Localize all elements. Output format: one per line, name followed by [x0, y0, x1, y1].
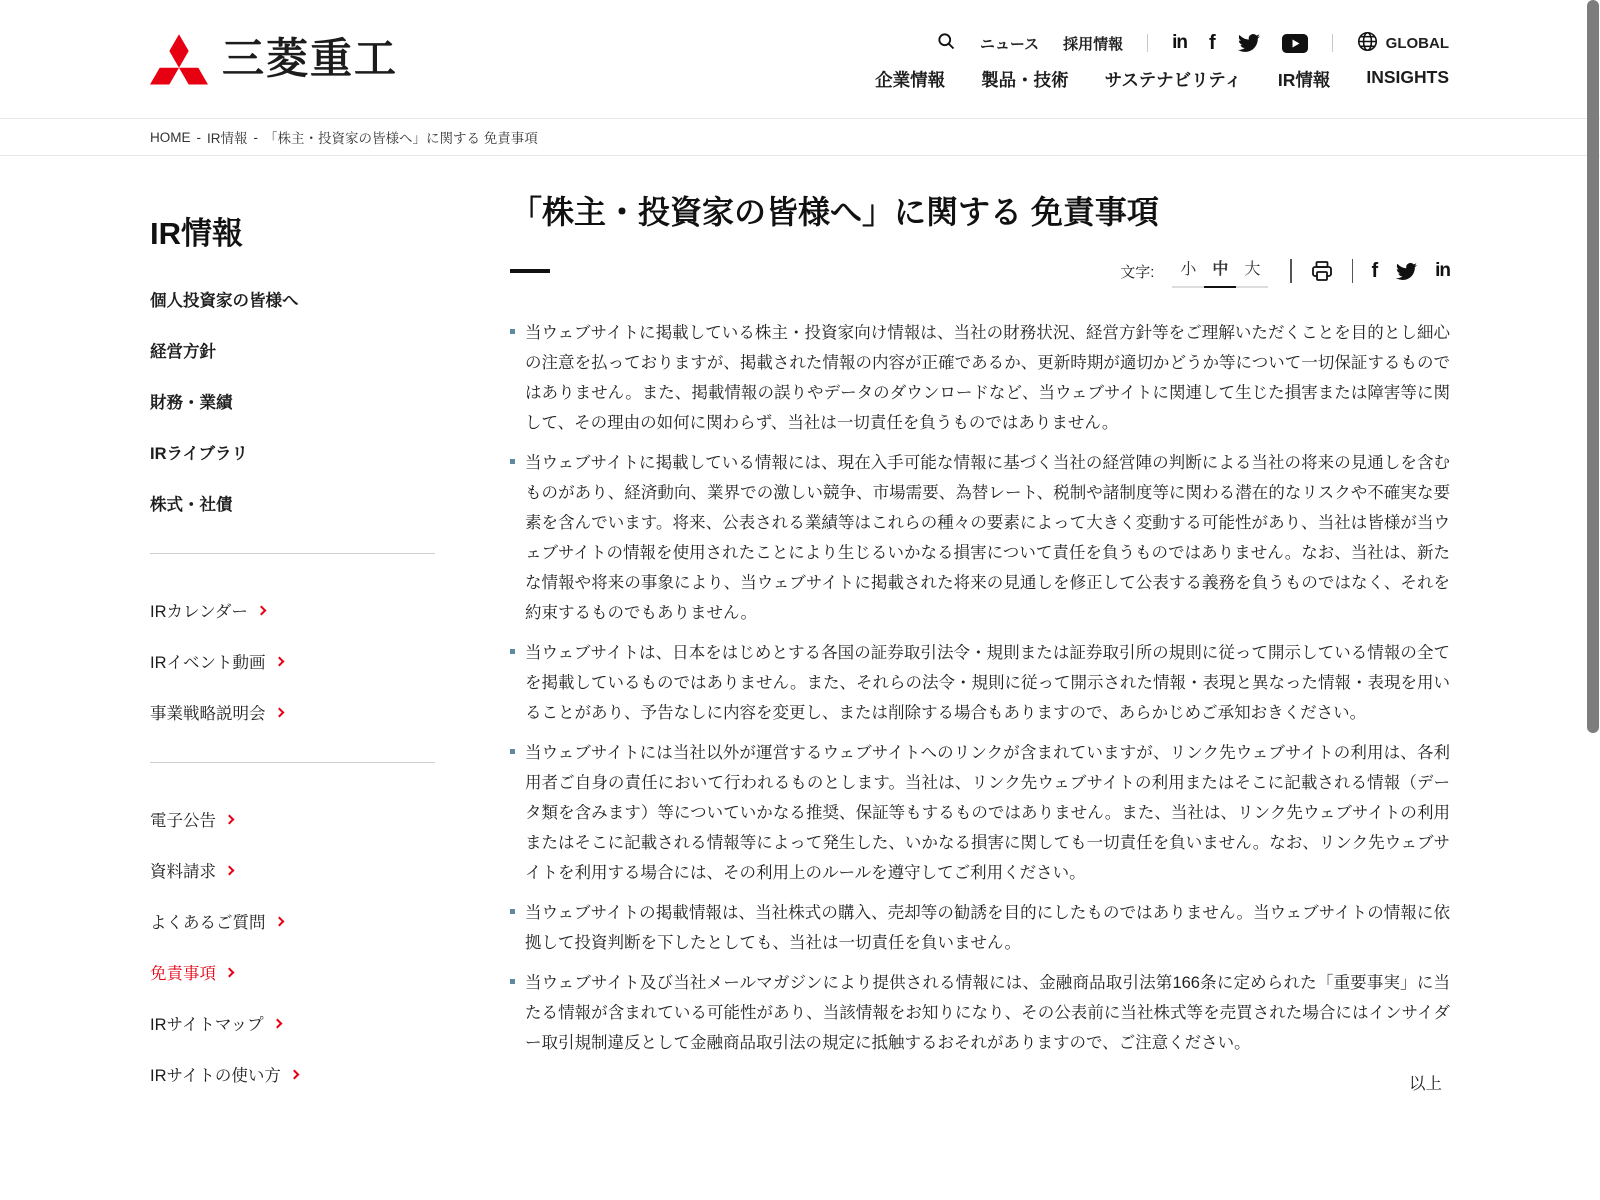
disclaimer-text: 当ウェブサイトに掲載している情報には、現在入手可能な情報に基づく当社の経営陣の判断による当社の将来の見通しを含むものがあり、経済動向、業界での激しい競争、市場需要、為替レート、税制や諸制度等に関わる潜在的なリスクや不確実な要素を含んでいます。将来、公表される業績等はこれらの種々の要素によって大きく変動する可能性があり、当社は皆様が当ウェブサイトの情報を使用されたことにより生じるいかなる損害について責任を負うものではありません。なお、当社は、新たな情報や将来の事象により、当ウェブサイトに掲載された将来の見通しを修正して公表する義務を負うものではなく、それを約束するものでもありません。: [525, 454, 1450, 622]
logo-text: 三菱重工: [222, 35, 399, 82]
header-right: [875, 27, 1449, 92]
company-logo[interactable]: [150, 34, 398, 85]
nav-news[interactable]: ニュース: [979, 35, 1040, 53]
sidebar-group-events: [150, 598, 435, 724]
font-size-medium[interactable]: 中: [1204, 254, 1236, 288]
font-size-large[interactable]: 大: [1236, 254, 1268, 288]
nav-products[interactable]: 製品・技術: [981, 69, 1069, 90]
sidebar-item-disclaimer[interactable]: [150, 960, 435, 984]
bullet-icon: [510, 909, 515, 914]
sidebar-item-financials[interactable]: [150, 389, 435, 413]
globe-icon: [1357, 31, 1378, 56]
disclaimer-item: [510, 968, 1450, 1058]
breadcrumb-current: 「株主・投資家の皆様へ」に関する 免責事項: [264, 131, 538, 146]
sidebar-item-individual-investors[interactable]: [150, 287, 435, 311]
sidebar-item-ir-library[interactable]: [150, 440, 435, 464]
sidebar-divider: [150, 553, 435, 554]
breadcrumb-home[interactable]: HOME: [150, 129, 191, 145]
breadcrumb-separator: -: [196, 129, 201, 145]
font-size-small[interactable]: 小: [1172, 254, 1204, 288]
sidebar-item-label: 財務・業績: [150, 394, 233, 412]
scrollbar-thumb[interactable]: [1587, 0, 1599, 733]
sidebar-item-ir-event-videos[interactable]: [150, 649, 435, 673]
sidebar-item-strategy-briefing[interactable]: [150, 700, 435, 724]
ir-sidebar: [150, 156, 435, 1113]
divider: [1332, 34, 1333, 52]
sidebar-item-stock-bonds[interactable]: [150, 491, 435, 515]
disclaimer-item: [510, 638, 1450, 728]
sidebar-group-misc: [150, 807, 435, 1086]
chevron-right-icon: [225, 815, 235, 825]
sidebar-item-electronic-notice[interactable]: [150, 807, 435, 831]
disclaimer-item: [510, 448, 1450, 628]
chevron-right-icon: [272, 1019, 282, 1029]
divider: [1147, 34, 1148, 52]
chevron-right-icon: [289, 1070, 299, 1080]
nav-ir[interactable]: IR情報: [1277, 69, 1331, 90]
chevron-right-icon: [256, 606, 266, 616]
utility-nav: [936, 31, 1449, 56]
sidebar-group-main: [150, 287, 435, 515]
divider: [1352, 259, 1354, 283]
chevron-right-icon: [274, 917, 284, 927]
sidebar-title[interactable]: IR情報: [150, 216, 243, 251]
header-social-icons: [1172, 32, 1308, 55]
global-switcher[interactable]: [1357, 31, 1449, 56]
page-tools: [1120, 254, 1450, 288]
nav-sustainability[interactable]: サステナビリティ: [1104, 69, 1242, 90]
disclaimer-text: 当ウェブサイトには当社以外が運営するウェブサイトへのリンクが含まれていますが、リンク先ウェブサイトの利用は、各利用者ご自身の責任において行われるものとします。当社は、リンク先ウェブサイトの利用またはそこに記載される情報（データ類を含みます）等についていかなる推奨、保証等もするものではありません。また、当社は、リンク先ウェブサイトの利用またはそこに記載される情報等によって発生した、いかなる損害に関しても一切責任を負いません。なお、リンク先ウェブサイトを利用する場合には、その利用上のルールを遵守してご利用ください。: [525, 744, 1450, 882]
nav-careers[interactable]: 採用情報: [1063, 35, 1124, 53]
sidebar-item-faq[interactable]: [150, 909, 435, 933]
bullet-icon: [510, 329, 515, 334]
facebook-share-icon[interactable]: f: [1371, 259, 1379, 282]
divider: [1290, 259, 1292, 283]
main-nav: [875, 67, 1449, 92]
sidebar-item-label: IRイベント動画: [150, 654, 266, 672]
font-size-switcher: [1172, 254, 1268, 288]
chevron-right-icon: [274, 708, 284, 718]
twitter-share-icon[interactable]: [1396, 261, 1417, 282]
sidebar-item-label: IRサイトマップ: [150, 1016, 264, 1034]
breadcrumb-ir[interactable]: IR情報: [207, 131, 248, 146]
mitsubishi-diamonds-icon: [150, 34, 208, 85]
sidebar-item-request-materials[interactable]: [150, 858, 435, 882]
sidebar-item-ir-calendar[interactable]: [150, 598, 435, 622]
sidebar-item-label: 個人投資家の皆様へ: [150, 292, 299, 310]
chevron-right-icon: [225, 968, 235, 978]
disclaimer-list: [510, 318, 1450, 1058]
disclaimer-text: 当ウェブサイトは、日本をはじめとする各国の証券取引法令・規則または証券取引所の規則に従って開示している情報の全てを掲載しているものではありません。また、それらの法令・規則に従って開示された情報・表現と異なった情報・表現を用いることがあり、予告なしに内容を変更し、または削除する場合もありますので、あらかじめご承知おきください。: [525, 644, 1450, 722]
facebook-icon[interactable]: f: [1209, 31, 1216, 54]
sidebar-item-management-policy[interactable]: [150, 338, 435, 362]
disclaimer-text: 当ウェブサイト及び当社メールマガジンにより提供される情報には、金融商品取引法第166条に定められた「重要事実」に当たる情報が含まれている可能性があり、当該情報をお知りになり、その公表前に当社株式等を売買された場合にはインサイダー取引規制違反として金融商品取引法の規定に抵触するおそれがありますので、ご注意ください。: [525, 974, 1450, 1052]
sidebar-item-label: 株式・社債: [150, 496, 233, 514]
sidebar-item-label: 免責事項: [150, 965, 216, 983]
global-label: GLOBAL: [1385, 34, 1449, 52]
disclaimer-text: 当ウェブサイトに掲載している株主・投資家向け情報は、当社の財務状況、経営方針等をご理解いただくことを目的とし細心の注意を払っておりますが、掲載された情報の内容が正確であるか、更新時期が適切かどうか等について一切保証するものではありません。また、掲載情報の誤りやデータのダウンロードなど、当ウェブサイトに関連して生じた損害または障害等に関して、その理由の如何に関わらず、当社は一切責任を負うものではありません。: [525, 324, 1450, 432]
sidebar-item-label: 事業戦略説明会: [150, 705, 266, 723]
breadcrumb-separator: -: [253, 129, 258, 145]
disclaimer-item: [510, 318, 1450, 438]
chevron-right-icon: [274, 657, 284, 667]
bullet-icon: [510, 749, 515, 754]
linkedin-icon[interactable]: in: [1172, 32, 1187, 53]
sidebar-item-ir-sitemap[interactable]: [150, 1011, 435, 1035]
main-content: [510, 156, 1450, 1113]
sidebar-item-label: 経営方針: [150, 343, 216, 361]
title-accent-bar: [510, 269, 550, 273]
bullet-icon: [510, 979, 515, 984]
sidebar-item-label: IRライブラリ: [150, 445, 249, 463]
chevron-right-icon: [225, 866, 235, 876]
twitter-icon[interactable]: [1238, 32, 1260, 54]
breadcrumb: [0, 118, 1600, 156]
sidebar-item-label: よくあるご質問: [150, 914, 266, 932]
search-icon[interactable]: [936, 31, 956, 55]
sidebar-item-label: IRサイトの使い方: [150, 1067, 281, 1085]
scrollbar-track[interactable]: [1585, 0, 1600, 1200]
print-icon[interactable]: [1310, 259, 1334, 283]
sidebar-divider: [150, 762, 435, 763]
youtube-icon[interactable]: [1282, 34, 1308, 53]
sidebar-item-label: IRカレンダー: [150, 603, 248, 621]
linkedin-share-icon[interactable]: in: [1435, 260, 1450, 281]
sidebar-item-label: 電子公告: [150, 812, 216, 830]
disclaimer-item: [510, 738, 1450, 888]
bullet-icon: [510, 459, 515, 464]
sidebar-item-label: 資料請求: [150, 863, 216, 881]
bullet-icon: [510, 649, 515, 654]
nav-insights[interactable]: INSIGHTS: [1366, 66, 1449, 87]
disclaimer-text: 当ウェブサイトの掲載情報は、当社株式の購入、売却等の勧誘を目的にしたものではありません。当ウェブサイトの情報に依拠して投資判断を下したとしても、当社は一切責任を負いません。: [525, 904, 1450, 952]
page-title: 「株主・投資家の皆様へ」に関する 免責事項: [510, 194, 1159, 230]
nav-corporate[interactable]: 企業情報: [875, 69, 946, 90]
font-size-label: 文字:: [1120, 263, 1155, 281]
closing-text: 以上: [1409, 1075, 1442, 1093]
site-header: [0, 0, 1600, 118]
sidebar-item-how-to-use[interactable]: [150, 1062, 435, 1086]
disclaimer-item: [510, 898, 1450, 958]
